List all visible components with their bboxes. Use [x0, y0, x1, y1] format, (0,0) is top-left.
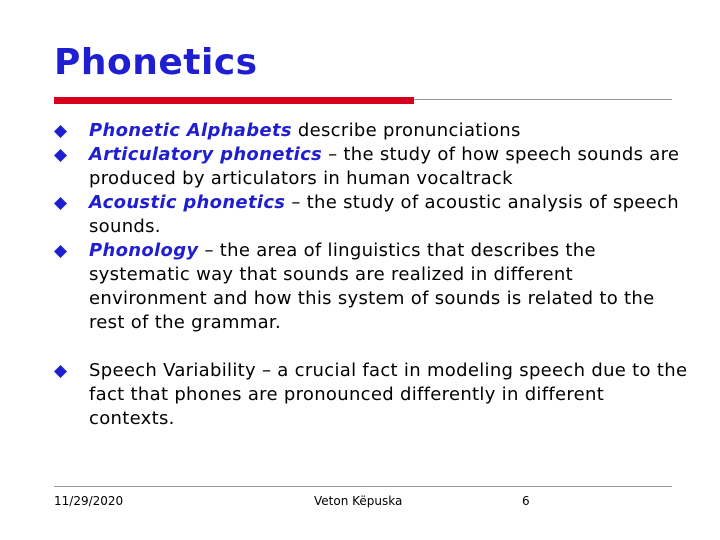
bullet-item	[54, 143, 694, 191]
bullet-term: Acoustic phonetics	[89, 192, 286, 213]
bullet-item	[54, 191, 694, 239]
bullet-list	[54, 119, 694, 431]
diamond-bullet-icon	[54, 245, 67, 258]
diamond-bullet-icon	[54, 149, 67, 162]
bullet-item	[54, 359, 694, 431]
bullet-text: describe pronunciations	[291, 120, 521, 141]
bullet-text: – the study of how speech sounds are produced by articulators in human vocaltrack	[89, 144, 680, 189]
diamond-bullet-icon	[54, 365, 67, 378]
footer-author: Veton Këpuska	[314, 494, 403, 508]
bullet-term: Articulatory phonetics	[89, 144, 323, 165]
footer-divider-line	[54, 486, 672, 487]
slide-title: Phonetics	[54, 42, 258, 83]
bullet-item	[54, 239, 694, 335]
bullet-term: Phonology	[89, 240, 199, 261]
bullet-text: – the area of linguistics that describes the systematic way that sounds are realized in different environment and how this system of sounds is related to the rest of the grammar.	[89, 240, 655, 333]
footer-page-number: 6	[522, 494, 530, 508]
diamond-bullet-icon	[54, 125, 67, 138]
title-accent-rule	[54, 97, 414, 104]
bullet-item	[54, 119, 694, 143]
footer-date: 11/29/2020	[54, 494, 124, 508]
bullet-term: Phonetic Alphabets	[89, 120, 292, 141]
bullet-text: – the study of acoustic analysis of speech sounds.	[89, 192, 679, 237]
diamond-bullet-icon	[54, 197, 67, 210]
bullet-text: Speech Variability – a crucial fact in modeling speech due to the fact that phones are pronounced differently in different contexts.	[89, 360, 688, 429]
title-divider-line	[414, 99, 672, 100]
